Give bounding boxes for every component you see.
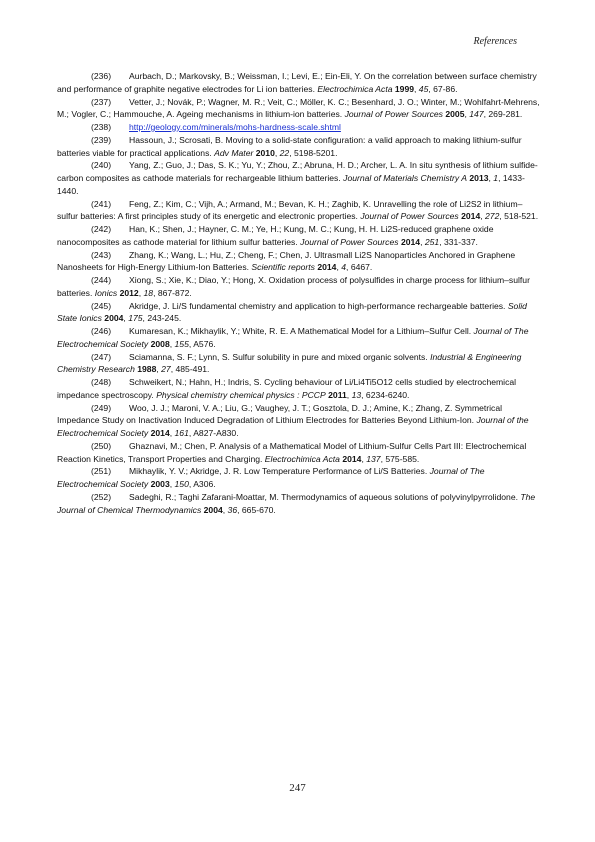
reference-entry: (247) Sciamanna, S. F.; Lynn, S. Sulfur solubility in pure and mixed organic solvents. Industrial & Engineering Chemistry Research 1988, 27, 485-491.	[57, 351, 522, 375]
reference-pages: 867-872.	[157, 287, 192, 298]
reference-authors: Xiong, S.; Xie, K.; Diao, Y.; Hong, X.	[129, 275, 267, 285]
reference-year: 2013	[469, 173, 489, 183]
reference-number: (246)	[91, 326, 112, 336]
reference-entry: (249) Woo, J. J.; Maroni, V. A.; Liu, G.; Vaughey, J. T.; Gosztola, D. J.; Amine, K.; Zhang, Z. Symmetrical Impedance Study on Inactivation Induced Degradation of Lithium Electrodes for Batteries Beyond Lithium-Ion. Journal of the Electrochemical Society 2014, 161, A827-A830.	[57, 402, 529, 438]
reference-year: 2014	[150, 428, 170, 438]
reference-pages: 243-245.	[147, 313, 182, 324]
reference-number: (237)	[91, 96, 112, 107]
reference-authors: Ghaznavi, M.; Chen, P.	[129, 440, 217, 451]
reference-volume: 45	[418, 83, 429, 94]
reference-journal: Journal of Materials Chemistry A	[343, 173, 467, 183]
running-header: References	[473, 36, 517, 47]
reference-year: 2014	[317, 262, 337, 273]
reference-journal: Journal of The Electrochemical Society	[57, 326, 529, 349]
reference-pages: 269-281.	[488, 109, 523, 120]
reference-authors: Sciamanna, S. F.; Lynn, S.	[129, 351, 230, 362]
reference-authors: Hassoun, J.; Scrosati, B.	[129, 134, 224, 145]
reference-title: Ultrasmall Li2S Nanoparticles Anchored in Graphene Nanosheets for High-Energy Lithium-Ion Batteries.	[57, 249, 516, 273]
reference-title: Unravelling the role of Li2S2 in lithium–sulfur batteries: A first principles study of its energetic and electronic properties.	[57, 198, 523, 222]
reference-journal: Physical chemistry chemical physics : PCCP	[156, 389, 326, 400]
reference-volume: 4	[341, 262, 347, 273]
reference-number: (252)	[91, 491, 112, 502]
reference-entry: (240) Yang, Z.; Guo, J.; Das, S. K.; Yu, Y.; Zhou, Z.; Abruna, H. D.; Archer, L. A. In situ synthesis of lithium sulfide-carbon composites as cathode materials for rechargeable lithium batteries. Journal of Materials Chemistry A 2013, 1, 1433-1440.	[57, 160, 538, 196]
reference-journal: Journal of The Electrochemical Society	[57, 466, 485, 489]
reference-volume: 175	[128, 313, 143, 324]
reference-year: 2004	[203, 504, 223, 515]
reference-year: 1999	[394, 83, 415, 94]
reference-volume: 13	[351, 389, 362, 400]
reference-journal: Scientific reports	[251, 262, 315, 273]
reference-number: (247)	[91, 351, 112, 362]
reference-pages: 1433-1440.	[57, 173, 525, 196]
reference-volume: 22	[279, 147, 290, 158]
reference-pages: 665-670.	[241, 504, 276, 515]
reference-volume: 147	[469, 109, 484, 120]
reference-entry: (246) Kumaresan, K.; Mikhaylik, Y.; White, R. E. A Mathematical Model for a Lithium–Sulfur Cell. Journal of The Electrochemical Society 2008, 155, A576.	[57, 326, 529, 349]
reference-title: Low Temperature Performance of Li/S Batteries.	[243, 466, 428, 477]
reference-entry: (239) Hassoun, J.; Scrosati, B. Moving to a solid-state configuration: a valid approach to making lithium-sulfur batteries viable for practical applications. Adv Mater 2010, 22, 5198-5201.	[57, 134, 522, 158]
reference-journal: The Journal of Chemical Thermodynamics	[57, 491, 536, 515]
reference-entry	[57, 121, 543, 134]
reference-title: Symmetrical Impedance Study on Inactivation Induced Degradation of Lithium Electrodes for Batteries Beyond Lithium-Ion.	[57, 402, 503, 426]
reference-year: 2005	[445, 109, 465, 120]
reference-journal: Adv Mater	[214, 147, 254, 158]
reference-pages: 485-491.	[175, 364, 210, 375]
reference-title: In situ synthesis of lithium sulfide-carbon composites as cathode materials for rechargeable lithium batteries.	[57, 160, 538, 183]
reference-pages: 575-585.	[385, 453, 420, 464]
reference-year: 2004	[104, 313, 124, 324]
page-number: 247	[289, 782, 306, 794]
reference-journal: Solid State Ionics	[57, 300, 527, 324]
reference-year: 2011	[328, 389, 347, 400]
reference-entry: (241) Feng, Z.; Kim, C.; Vijh, A.; Armand, M.; Bevan, K. H.; Zaghib, K. Unravelling the role of Li2S2 in lithium–sulfur batteries: A first principles study of its energetic and electronic properties. Journal of Power Sources 2014, 272, 518-521.	[57, 198, 539, 222]
reference-year: 2003	[150, 479, 170, 489]
reference-year: 2014	[461, 211, 481, 222]
reference-volume: 251	[424, 236, 440, 247]
reference-number: (244)	[91, 275, 112, 285]
reference-authors: Zhang, K.; Wang, L.; Hu, Z.; Cheng, F.; Chen, J.	[129, 249, 312, 260]
reference-number: (238)	[91, 122, 112, 132]
reference-volume: 161	[174, 428, 189, 438]
reference-number: (242)	[91, 224, 112, 234]
reference-journal: Journal of Power Sources	[344, 109, 443, 120]
reference-entry: (252) Sadeghi, R.; Taghi Zafarani-Moattar, M. Thermodynamics of aqueous solutions of polyvinylpyrrolidone. The Journal of Chemical Thermodynamics 2004, 36, 665-670.	[57, 491, 536, 515]
reference-entry: (243) Zhang, K.; Wang, L.; Hu, Z.; Cheng, F.; Chen, J. Ultrasmall Li2S Nanoparticles Anchored in Graphene Nanosheets for High-Energy Lithium-Ion Batteries. Scientific reports 2014, 4, 6467.	[57, 249, 516, 273]
reference-authors: Aurbach, D.; Markovsky, B.; Weissman, I.; Levi, E.; Ein-Eli, Y.	[129, 71, 362, 81]
reference-authors: Kumaresan, K.; Mikhaylik, Y.; White, R. E.	[129, 326, 289, 336]
reference-year: 2008	[150, 338, 170, 349]
reference-pages: 518-521.	[504, 211, 539, 222]
reference-title: Thermodynamics of aqueous solutions of polyvinylpyrrolidone.	[281, 491, 518, 502]
reference-entry: (250) Ghaznavi, M.; Chen, P. Analysis of a Mathematical Model of Lithium-Sulfur Cells Part III: Electrochemical Reaction Kinetics, Transport Properties and Charging. Electrochimica Acta 2014, 137, 575-585.	[57, 440, 527, 464]
reference-title: Analysis of a Mathematical Model of Lithium-Sulfur Cells Part III: Electrochemical Reaction Kinetics, Transport Properties and Charging.	[57, 440, 527, 464]
reference-year: 2014	[400, 236, 421, 247]
reference-title: Moving to a solid-state configuration: a valid approach to making lithium-sulfur batteries viable for practical applications.	[57, 134, 522, 158]
reference-pages: A576.	[193, 338, 216, 349]
reference-pages: 5198-5201.	[293, 147, 338, 158]
reference-authors: Akridge, J.	[129, 300, 170, 311]
reference-number: (243)	[91, 249, 112, 260]
reference-year: 2010	[255, 147, 275, 158]
reference-authors: Han, K.; Shen, J.; Hayner, C. M.; Ye, H.; Kung, M. C.; Kung, H. H.	[129, 224, 379, 234]
reference-number: (239)	[91, 134, 112, 145]
reference-volume: 150	[174, 479, 189, 489]
reference-number: (248)	[91, 377, 112, 387]
reference-entry: (242) Han, K.; Shen, J.; Hayner, C. M.; Ye, H.; Kung, M. C.; Kung, H. H. Li2S-reduced graphene oxide nanocomposites as cathode material for lithium sulfur batteries. Journal of Power Sources 2014, 251, 331-337.	[57, 224, 494, 247]
reference-entry: (248) Schweikert, N.; Hahn, H.; Indris, S. Cycling behaviour of Li/Li4Ti5O12 cells studied by electrochemical impedance spectroscopy. Physical chemistry chemical physics : PCCP 2011, 13, 6234-6240.	[57, 377, 517, 400]
reference-title: Ageing mechanisms in lithium-ion batteries.	[176, 109, 343, 120]
reference-volume: 155	[174, 338, 189, 349]
reference-pages: A306.	[193, 479, 216, 489]
reference-journal: Ionics	[94, 287, 118, 298]
reference-pages: A827-A830.	[193, 428, 239, 438]
reference-pages: 6234-6240.	[365, 389, 410, 400]
reference-list	[57, 70, 543, 516]
reference-journal: Journal of Power Sources	[300, 236, 399, 247]
reference-number: (240)	[91, 160, 112, 171]
reference-authors: Mikhaylik, Y. V.; Akridge, J. R.	[129, 466, 242, 477]
reference-authors: Feng, Z.; Kim, C.; Vijh, A.; Armand, M.; Bevan, K. H.; Zaghib, K.	[129, 198, 371, 209]
reference-entry: (237) Vetter, J.; Novák, P.; Wagner, M. R.; Veit, C.; Möller, K. C.; Besenhard, J. O.; Winter, M.; Wohlfahrt-Mehrens, M.; Vogler, C.; Hammouche, A. Ageing mechanisms in lithium-ion batteries. Journal of Power Sources 2005, 147, 269-281.	[57, 96, 540, 120]
reference-entry: (245) Akridge, J. Li/S fundamental chemistry and application to high-performance rechargeable batteries. Solid State Ionics 2004, 175, 243-245.	[57, 300, 527, 324]
reference-number: (241)	[91, 198, 112, 209]
reference-title: A Mathematical Model for a Lithium–Sulfur Cell.	[290, 326, 472, 336]
reference-authors: Sadeghi, R.; Taghi Zafarani-Moattar, M.	[129, 491, 279, 502]
reference-journal: Industrial & Engineering Chemistry Research	[57, 351, 522, 375]
reference-link[interactable]: http://geology.com/minerals/mohs-hardness-scale.shtml	[129, 122, 341, 132]
reference-title: Sulfur solubility in pure and mixed organic solvents.	[232, 351, 428, 362]
reference-volume: 272	[485, 211, 500, 222]
reference-journal: Journal of the Electrochemical Society	[57, 415, 529, 438]
reference-entry: (236) Aurbach, D.; Markovsky, B.; Weissman, I.; Levi, E.; Ein-Eli, Y. On the correlation between surface chemistry and performance of graphite negative electrodes for Li ion batteries. Electrochimica Acta 1999, 45, 67-86.	[57, 71, 537, 94]
reference-journal: Electrochimica Acta	[317, 83, 393, 94]
reference-year: 2014	[342, 453, 362, 464]
reference-journal: Journal of Power Sources	[360, 211, 459, 222]
reference-title: On the correlation between surface chemistry and performance of graphite negative electrodes for Li ion batteries.	[57, 71, 537, 94]
reference-pages: 67-86.	[433, 83, 458, 94]
reference-volume: 18	[143, 287, 154, 298]
reference-authors: Woo, J. J.; Maroni, V. A.; Liu, G.; Vaughey, J. T.; Gosztola, D. J.; Amine, K.; Zhang, Z.	[129, 402, 453, 413]
reference-entry: (251) Mikhaylik, Y. V.; Akridge, J. R. Low Temperature Performance of Li/S Batteries. Journal of The Electrochemical Society 2003, 150, A306.	[57, 466, 485, 489]
reference-number: (249)	[91, 402, 112, 413]
reference-authors: Schweikert, N.; Hahn, H.; Indris, S.	[129, 377, 262, 387]
reference-authors: Vetter, J.; Novák, P.; Wagner, M. R.; Veit, C.; Möller, K. C.; Besenhard, J. O.; Winter, M.; Wohlfahrt-Mehrens, M.; Vogler, C.; Hammouche, A.	[57, 96, 540, 120]
reference-volume: 1	[493, 173, 499, 183]
reference-number: (250)	[91, 440, 112, 451]
reference-year: 2012	[119, 287, 139, 298]
reference-title: Li2S-reduced graphene oxide nanocomposites as cathode material for lithium sulfur batteries.	[57, 224, 494, 247]
reference-pages: 331-337.	[443, 236, 478, 247]
reference-entry: (244) Xiong, S.; Xie, K.; Diao, Y.; Hong, X. Oxidation process of polysulfides in charge process for lithium–sulfur batteries. Ionics 2012, 18, 867-872.	[57, 275, 530, 298]
reference-year: 1988	[137, 364, 157, 375]
reference-authors: Yang, Z.; Guo, J.; Das, S. K.; Yu, Y.; Zhou, Z.; Abruna, H. D.; Archer, L. A.	[129, 160, 408, 171]
reference-volume: 27	[161, 364, 171, 375]
reference-title: Oxidation process of polysulfides in charge process for lithium–sulfur batteries.	[57, 275, 530, 298]
reference-title: Cycling behaviour of Li/Li4Ti5O12 cells studied by electrochemical impedance spectroscopy.	[57, 377, 517, 400]
reference-pages: 6467.	[350, 262, 373, 273]
reference-number: (251)	[91, 466, 112, 477]
reference-number: (245)	[91, 300, 112, 311]
reference-number: (236)	[91, 71, 112, 81]
reference-title: Li/S fundamental chemistry and application to high-performance rechargeable batteries.	[172, 300, 506, 311]
reference-journal: Electrochimica Acta	[264, 453, 340, 464]
reference-volume: 36	[227, 504, 238, 515]
reference-volume: 137	[366, 453, 381, 464]
